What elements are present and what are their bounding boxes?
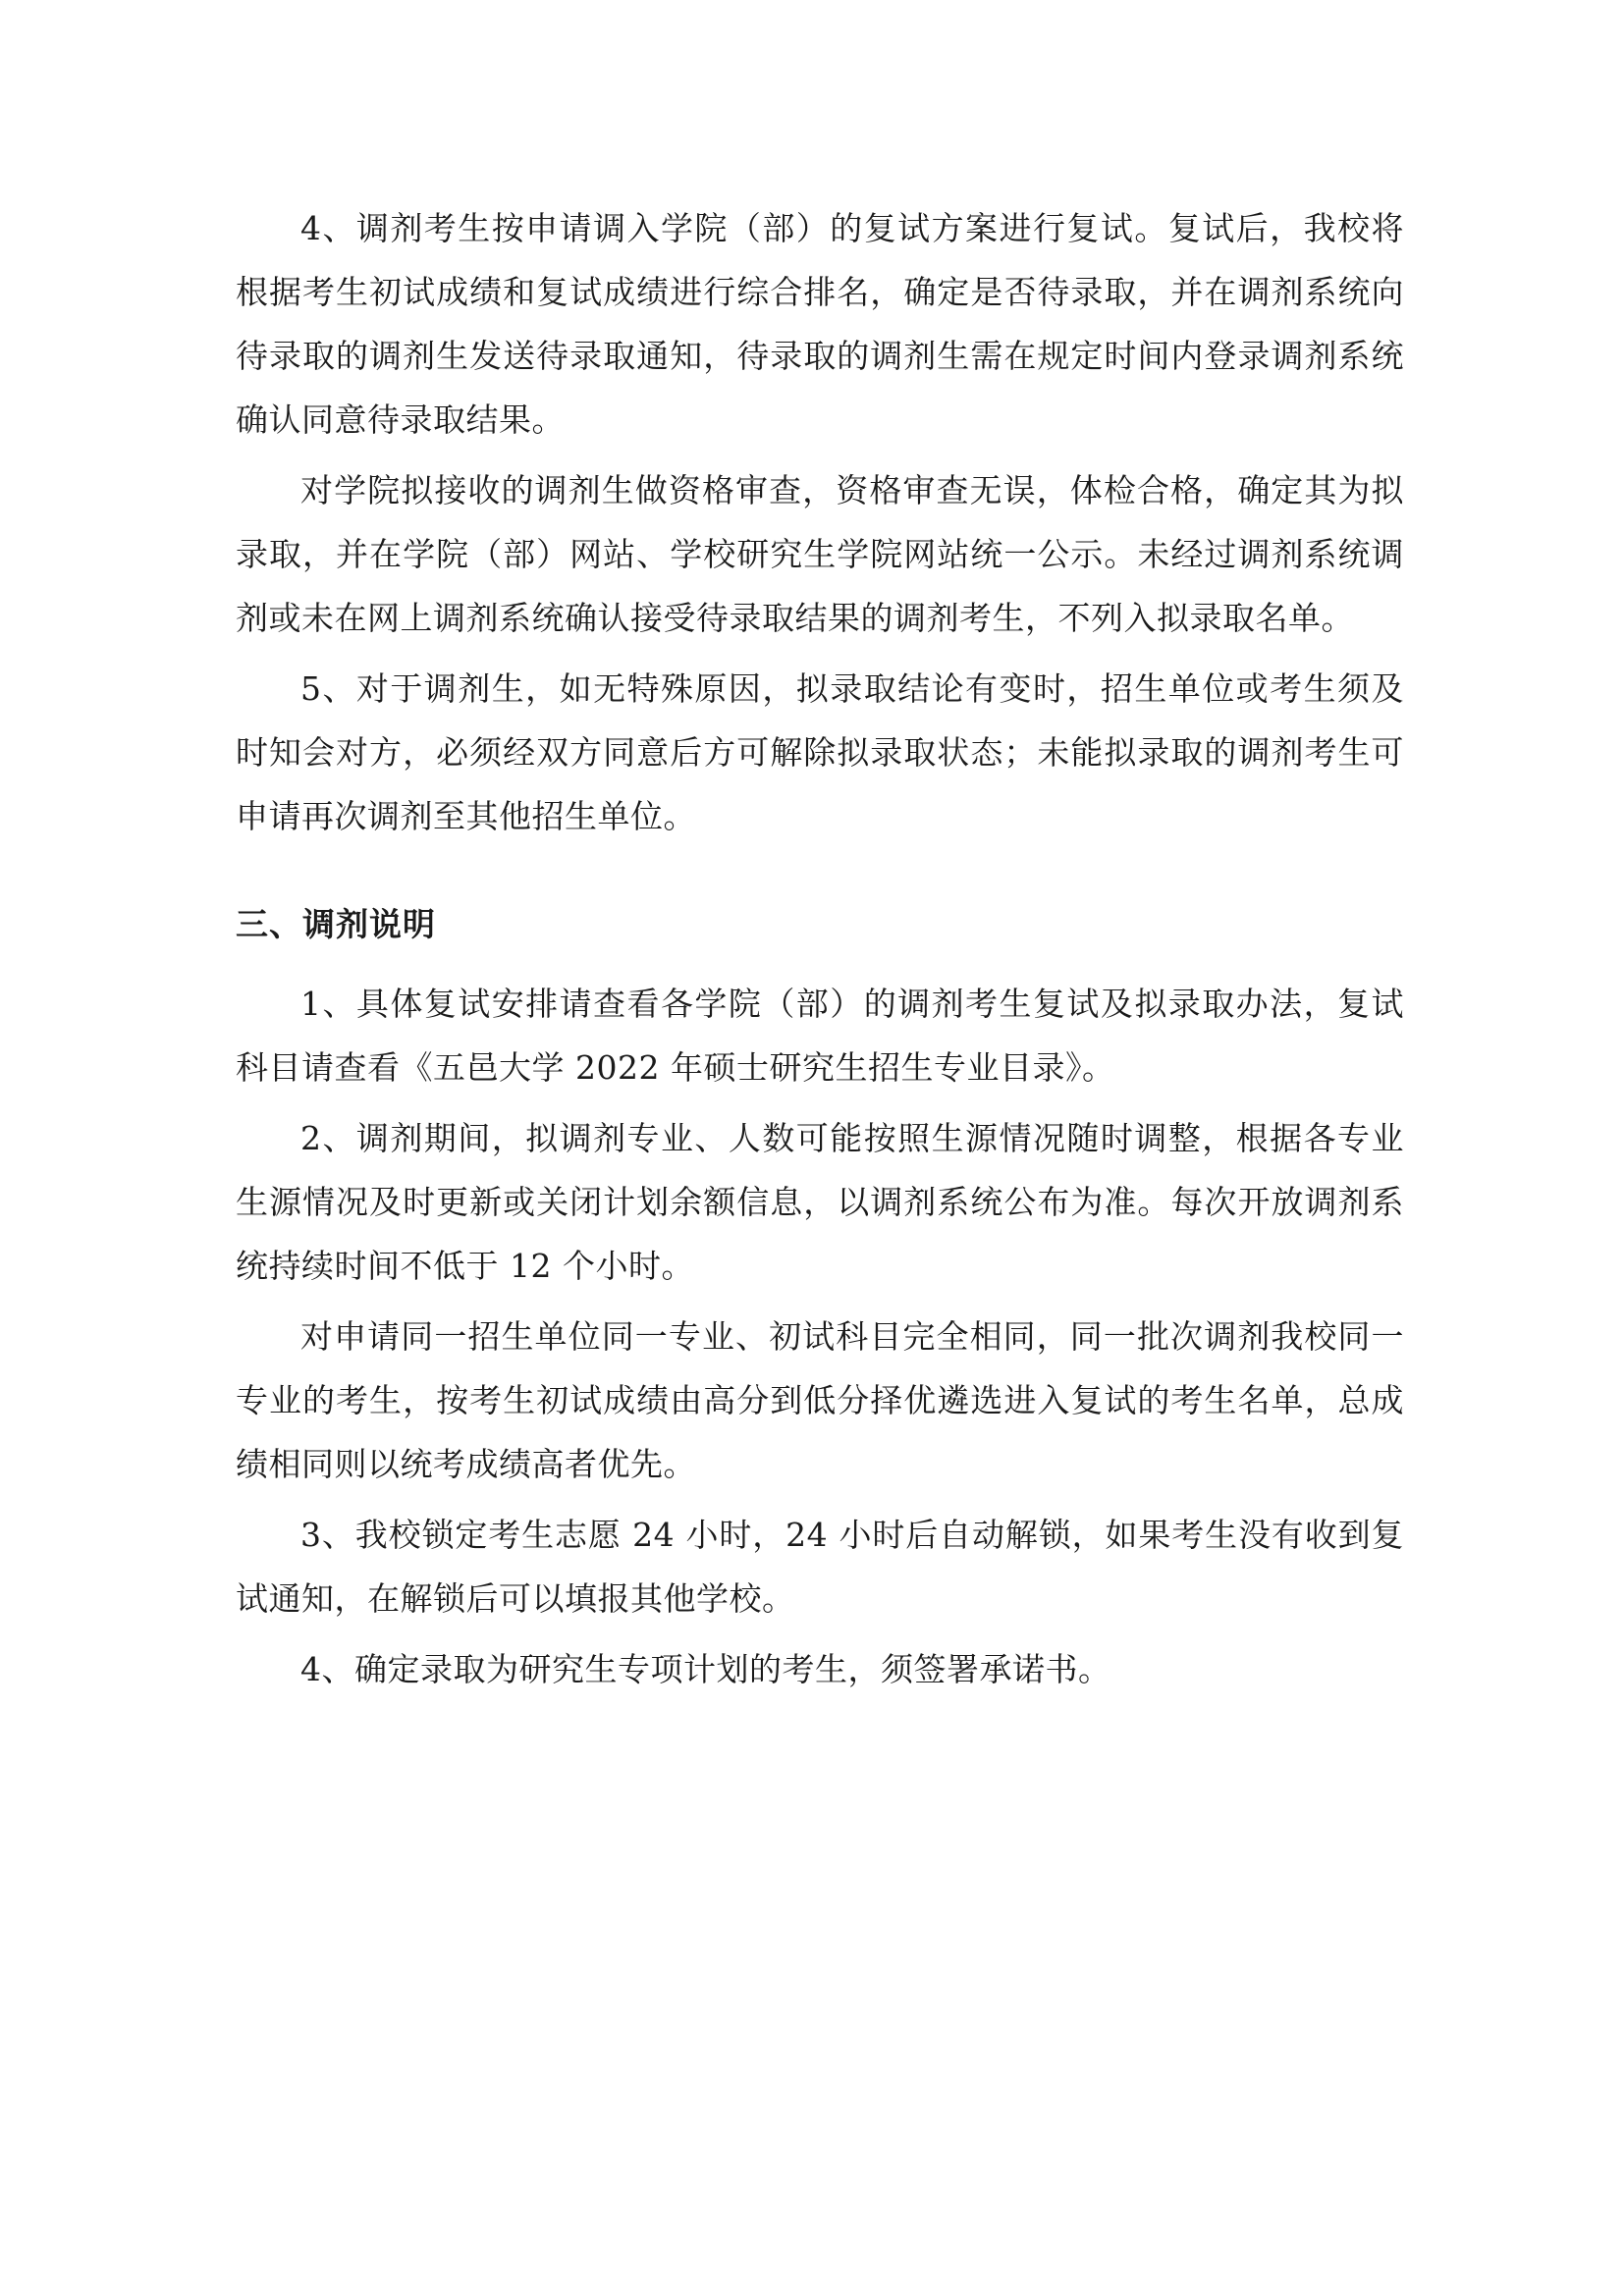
paragraph-item5-admission-change: 5、对于调剂生，如无特殊原因，拟录取结论有变时，招生单位或考生须及时知会对方，必须经双方同意后方可解除拟录取状态；未能拟录取的调剂考生可申请再次调剂至其他招生单位。 <box>236 669 1404 835</box>
paragraph-item4-retest-ranking: 4、调剂考生按申请调入学院（部）的复试方案进行复试。复试后，我校将根据考生初试成绩和复试成绩进行综合排名，确定是否待录取，并在调剂系统向待录取的调剂生发送待录取通知，待录取的调剂生需在规定时间内登录调剂系统确认同意待录取结果。 <box>236 209 1404 439</box>
paragraph-same-major-selection: 对申请同一招生单位同一专业、初试科目完全相同，同一批次调剂我校同一专业的考生，按考生初试成绩由高分到低分择优遴选进入复试的考生名单，总成绩相同则以统考成绩高者优先。 <box>236 1317 1404 1483</box>
paragraph-qualification-review: 对学院拟接收的调剂生做资格审查，资格审查无误，体检合格，确定其为拟录取，并在学院（部）网站、学校研究生学院网站统一公示。未经过调剂系统调剂或未在网上调剂系统确认接受待录取结果的调剂考生，不列入拟录取名单。 <box>236 471 1404 637</box>
paragraph-item2-adjustment-period: 2、调剂期间，拟调剂专业、人数可能按照生源情况随时调整，根据各专业生源情况及时更新或关闭计划余额信息，以调剂系统公布为准。每次开放调剂系统持续时间不低于 12 个小时。 <box>236 1119 1404 1285</box>
paragraph-item1-retest-arrangement: 1、具体复试安排请查看各学院（部）的调剂考生复试及拟录取办法，复试科目请查看《五邑大学 2022 年硕士研究生招生专业目录》。 <box>236 985 1404 1087</box>
paragraph-item4-commitment: 4、确定录取为研究生专项计划的考生，须签署承诺书。 <box>300 1650 1111 1688</box>
page-body <box>236 196 1404 1701</box>
paragraph-item3-lock-period: 3、我校锁定考生志愿 24 小时，24 小时后自动解锁，如果考生没有收到复试通知，在解锁后可以填报其他学校。 <box>236 1516 1404 1618</box>
section-heading-adjustment-notes: 三、调剂说明 <box>236 905 436 943</box>
